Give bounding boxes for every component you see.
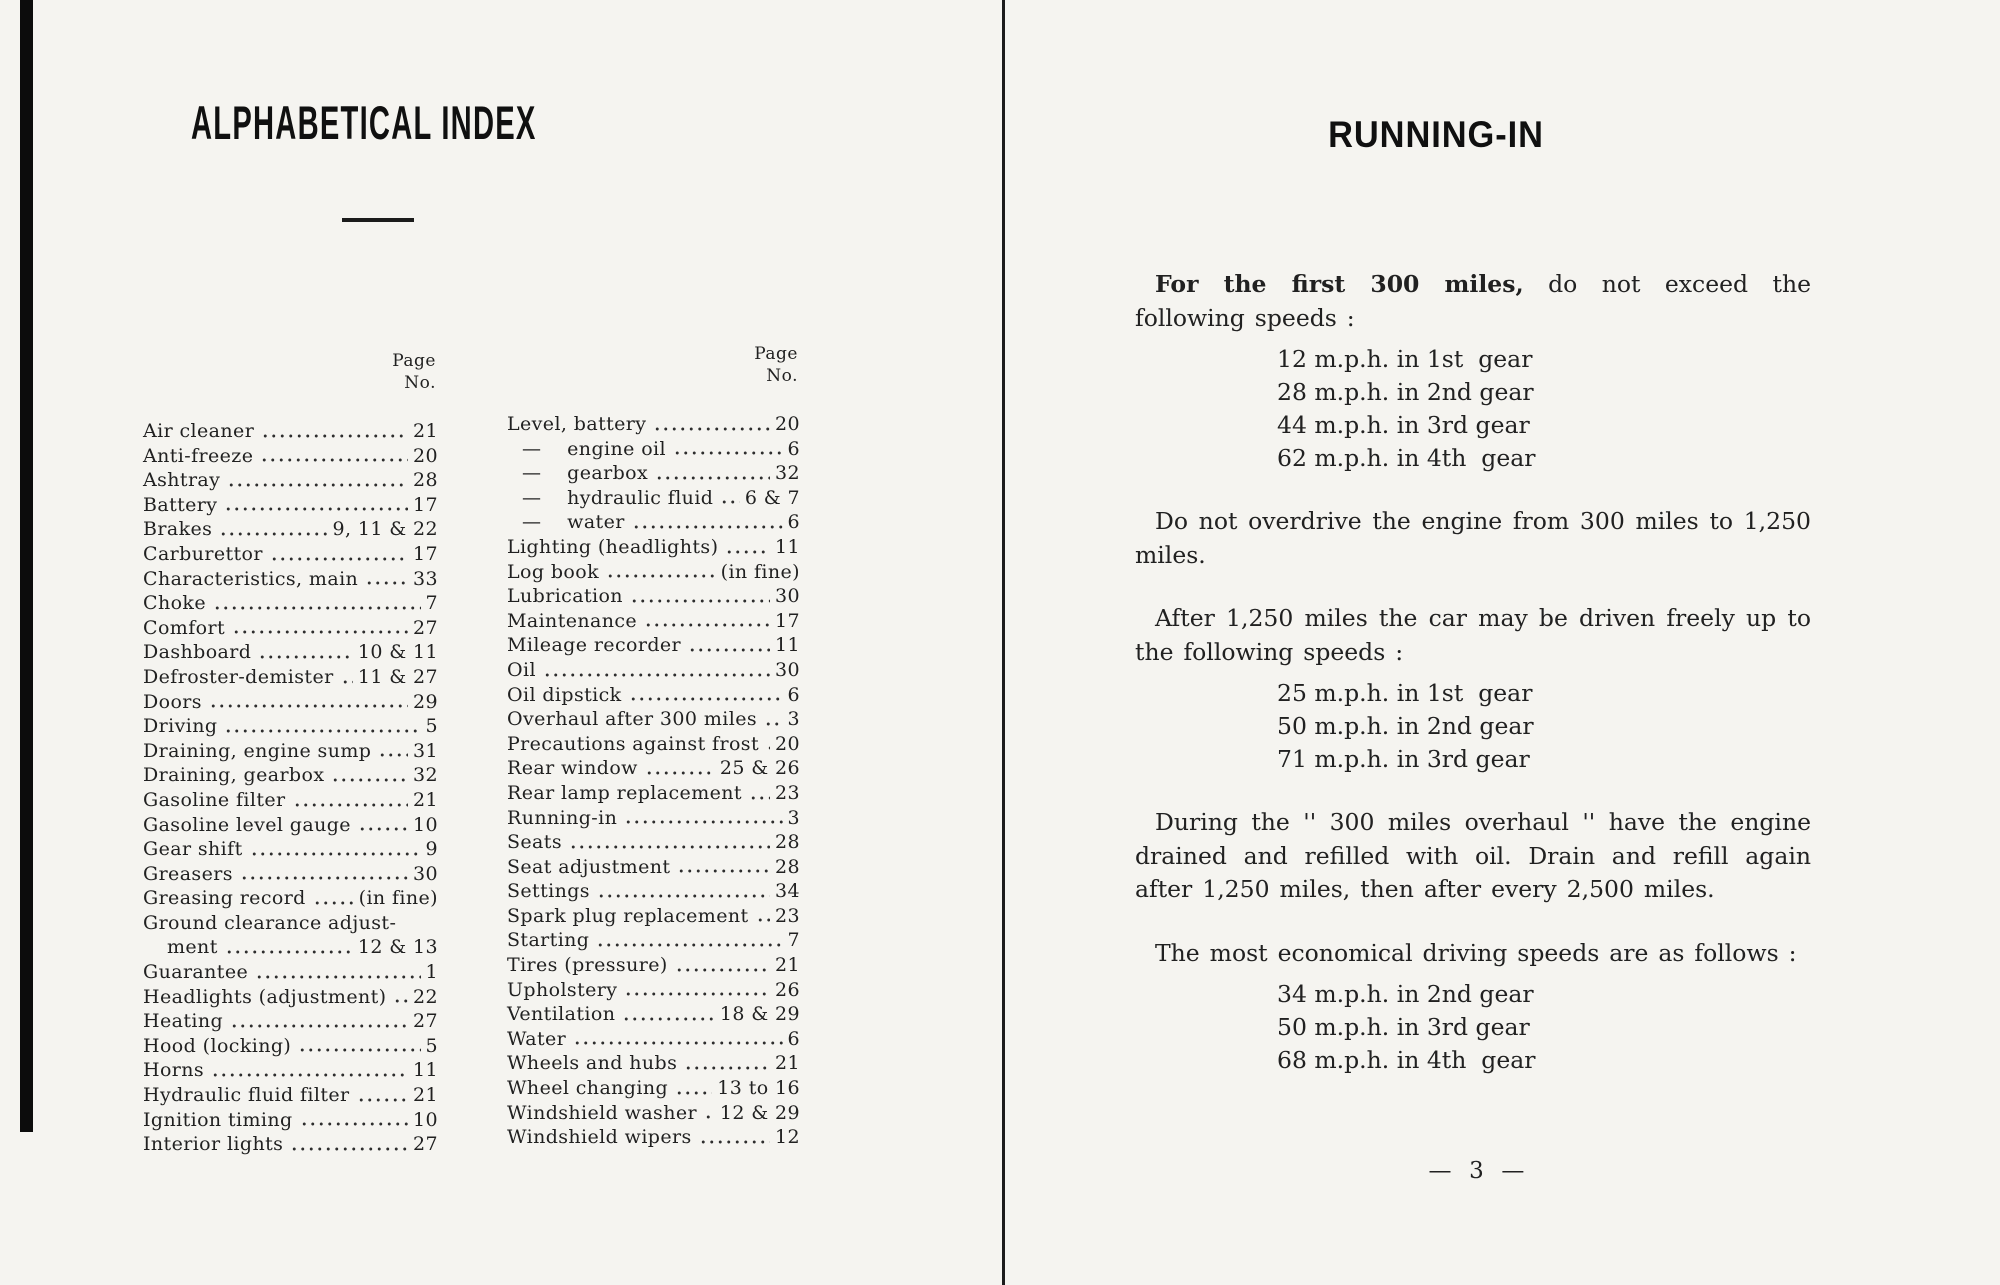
entry-label: Ventilation xyxy=(507,1003,616,1026)
entry-page-number: 17 xyxy=(413,493,438,516)
index-entry xyxy=(507,609,800,634)
index-entry xyxy=(143,493,438,518)
dot-leader xyxy=(720,498,739,506)
index-entry xyxy=(143,763,438,788)
index-entry xyxy=(507,756,800,781)
entry-label: Ignition timing xyxy=(143,1108,293,1131)
index-entry xyxy=(507,1051,800,1076)
index-entry xyxy=(143,690,438,715)
entry-page-number: 9, 11 & 22 xyxy=(332,518,438,541)
index-column-1 xyxy=(143,350,438,1157)
entry-page-number: 6 xyxy=(787,511,800,534)
index-entry xyxy=(143,714,438,739)
entry-page-number: 20 xyxy=(413,444,438,467)
index-entry xyxy=(143,1034,438,1059)
dot-leader xyxy=(675,1089,712,1097)
entry-label: Battery xyxy=(143,493,218,516)
dot-leader xyxy=(655,474,770,482)
entry-page-number: 30 xyxy=(775,658,800,681)
body-text: do not exceed the following speeds : xyxy=(1135,270,1812,332)
page-no-header-line2: No. xyxy=(766,366,798,386)
entry-page-number: 21 xyxy=(775,954,800,977)
dot-leader xyxy=(258,653,353,661)
entry-label: Windshield washer xyxy=(507,1101,697,1124)
dot-leader xyxy=(606,572,716,580)
entry-label: — water xyxy=(522,511,625,534)
entry-page-number: 10 & 11 xyxy=(357,641,438,664)
entry-label: Gear shift xyxy=(143,838,243,861)
index-entry xyxy=(507,437,800,462)
entry-label: Maintenance xyxy=(507,609,638,632)
entry-page-number: 6 xyxy=(787,1027,800,1050)
title-rule xyxy=(342,218,414,222)
entry-page-number: 29 xyxy=(413,690,438,713)
speed-item: 50 m.p.h. in 3rd gear xyxy=(1277,1013,1530,1041)
entry-page-number: 20 xyxy=(775,413,800,435)
entry-page-number: 21 xyxy=(413,420,438,442)
page-divider-line xyxy=(1002,0,1005,1285)
body-text: During the '' 300 miles overhaul '' have the engine drained and refilled with oil. Drain and refill again after 1,250 miles, then after every 2,500 miles. xyxy=(1135,808,1811,903)
speed-list xyxy=(1277,343,1811,475)
entry-page-number: 3 xyxy=(787,708,800,731)
index-entry xyxy=(143,788,438,813)
entry-label: Seats xyxy=(507,831,562,854)
index-entry xyxy=(507,855,800,880)
index-entry xyxy=(507,732,800,757)
entry-page-number: 5 xyxy=(425,715,438,738)
dot-leader xyxy=(573,1039,782,1047)
entry-page-number: 11 xyxy=(775,535,800,558)
entry-page-number: 1 xyxy=(425,961,438,984)
entry-page-number: 30 xyxy=(413,862,438,885)
index-entry xyxy=(507,535,800,560)
entry-page-number: 9 xyxy=(425,838,438,861)
entry-page-number: 11 & 27 xyxy=(357,665,438,688)
speed-item: 50 m.p.h. in 2nd gear xyxy=(1277,712,1534,740)
running-in-body xyxy=(1135,268,1811,1077)
index-entry xyxy=(143,1132,438,1157)
entry-label: Lighting (headlights) xyxy=(507,535,719,558)
dot-leader xyxy=(232,628,408,636)
speed-item: 71 m.p.h. in 3rd gear xyxy=(1277,745,1530,773)
entry-label: Rear window xyxy=(507,757,638,780)
index-entry xyxy=(507,781,800,806)
index-entry xyxy=(143,862,438,887)
dot-leader xyxy=(596,941,782,949)
entry-page-number: 27 xyxy=(413,616,438,639)
entry-page-number: 3 xyxy=(787,806,800,829)
index-entry xyxy=(143,960,438,985)
index-entry xyxy=(143,591,438,616)
entry-page-number: 23 xyxy=(775,904,800,927)
entry-page-number: 18 & 29 xyxy=(719,1003,800,1026)
entry-page-number: 21 xyxy=(413,788,438,811)
dot-leader xyxy=(365,579,408,587)
dot-leader xyxy=(209,702,408,710)
index-entry xyxy=(507,953,800,978)
entry-label: Anti-freeze xyxy=(143,444,254,467)
entry-label: Air cleaner xyxy=(143,420,255,442)
paragraph xyxy=(1135,937,1811,971)
entry-label: Dashboard xyxy=(143,641,252,664)
dot-leader xyxy=(270,555,408,563)
dot-leader xyxy=(293,801,408,809)
dot-leader xyxy=(622,1015,714,1023)
entry-label: Heating xyxy=(143,1010,224,1033)
index-entry xyxy=(507,904,800,929)
index-entry xyxy=(143,886,438,911)
entry-page-number: 27 xyxy=(413,1010,438,1033)
dot-leader xyxy=(749,794,770,802)
dot-leader xyxy=(629,695,783,703)
dot-leader xyxy=(331,776,408,784)
index-entry xyxy=(507,1125,800,1150)
dot-leader xyxy=(213,604,421,612)
index-entry xyxy=(143,517,438,542)
speed-item: 25 m.p.h. in 1st gear xyxy=(1277,679,1533,707)
dot-leader xyxy=(393,997,408,1005)
entry-label: Water xyxy=(507,1027,567,1050)
paragraph xyxy=(1135,806,1811,907)
dot-leader xyxy=(597,892,770,900)
entry-label: Oil xyxy=(507,658,536,681)
dot-leader xyxy=(255,973,420,981)
entry-page-number: 7 xyxy=(425,592,438,615)
entry-page-number: (in fine) xyxy=(358,887,438,910)
entry-page-number: 17 xyxy=(775,609,800,632)
entry-label: Doors xyxy=(143,690,202,713)
bold-text: For the first 300 miles, xyxy=(1155,270,1524,298)
dot-leader xyxy=(645,769,715,777)
dot-leader xyxy=(725,548,770,556)
entry-label: — gearbox xyxy=(522,462,649,485)
entry-label: Rear lamp replacement xyxy=(507,781,742,804)
dot-leader xyxy=(225,948,353,956)
entry-page-number: 6 xyxy=(787,683,800,706)
dot-leader xyxy=(290,1145,408,1153)
page-no-header xyxy=(143,350,438,394)
page-number: — 3 — xyxy=(1428,1158,1526,1184)
speed-item: 28 m.p.h. in 2nd gear xyxy=(1277,378,1534,406)
entry-label: Hood (locking) xyxy=(143,1034,292,1057)
index-entry xyxy=(507,1002,800,1027)
entry-label: Defroster-demister xyxy=(143,665,334,688)
index-entry xyxy=(143,1108,438,1133)
entry-label: Seat adjustment xyxy=(507,855,671,878)
entry-label: Wheels and hubs xyxy=(507,1052,678,1075)
index-entry xyxy=(507,658,800,683)
page-no-header xyxy=(507,343,800,387)
dot-leader xyxy=(644,621,770,629)
entry-page-number: 12 xyxy=(775,1126,800,1149)
entry-page-number: 11 xyxy=(413,1059,438,1082)
entry-label: Draining, engine sump xyxy=(143,739,372,762)
dot-leader xyxy=(756,916,770,924)
dot-leader xyxy=(224,727,420,735)
dot-leader xyxy=(677,867,770,875)
paragraph xyxy=(1135,602,1811,669)
entry-page-number: 22 xyxy=(413,985,438,1008)
body-text: The most economical driving speeds are as follows : xyxy=(1155,938,1797,967)
body-text: After 1,250 miles the car may be driven freely up to the following speeds : xyxy=(1135,604,1811,666)
dot-leader xyxy=(632,523,783,531)
speed-list xyxy=(1277,978,1811,1077)
entry-page-number: 12 & 13 xyxy=(357,936,438,959)
dot-leader xyxy=(766,744,770,752)
index-entry xyxy=(143,985,438,1010)
entry-label: Comfort xyxy=(143,616,225,639)
index-entry xyxy=(507,1076,800,1101)
scan-edge-bar xyxy=(20,0,33,1132)
index-entries-1 xyxy=(143,419,438,1157)
entry-label: Choke xyxy=(143,592,206,615)
entry-page-number: 17 xyxy=(413,542,438,565)
entry-page-number: 20 xyxy=(775,732,800,755)
page-no-header-line1: Page xyxy=(754,344,798,364)
index-entry xyxy=(143,665,438,690)
dot-leader xyxy=(357,1096,408,1104)
entry-label: Draining, gearbox xyxy=(143,764,325,787)
entry-page-number: 6 xyxy=(787,437,800,460)
entry-page-number: 13 to 16 xyxy=(717,1077,800,1100)
index-entry xyxy=(507,486,800,511)
entry-label: Ashtray xyxy=(143,469,221,492)
entry-label: Greasers xyxy=(143,862,233,885)
entry-label: — engine oil xyxy=(522,437,666,460)
dot-leader xyxy=(653,425,770,433)
entry-page-number: 32 xyxy=(775,462,800,485)
dot-leader xyxy=(543,671,770,679)
index-entry xyxy=(143,1058,438,1083)
entry-label: Lubrication xyxy=(507,585,623,608)
entry-page-number: 7 xyxy=(787,929,800,952)
index-entry xyxy=(507,978,800,1003)
speed-item: 12 m.p.h. in 1st gear xyxy=(1277,345,1533,373)
entry-page-number: 6 & 7 xyxy=(744,486,800,509)
index-entry xyxy=(507,806,800,831)
speed-item: 34 m.p.h. in 2nd gear xyxy=(1277,980,1534,1008)
dot-leader xyxy=(624,990,770,998)
entry-label: Ground clearance adjust- xyxy=(143,911,397,934)
entry-page-number: 28 xyxy=(775,855,800,878)
index-entry xyxy=(507,1101,800,1126)
dot-leader xyxy=(675,966,770,974)
alphabetical-index-title: ALPHABETICAL INDEX xyxy=(191,96,537,149)
entry-page-number: 31 xyxy=(413,739,438,762)
entry-label: Characteristics, main xyxy=(143,567,359,590)
dot-leader xyxy=(240,874,408,882)
index-entry xyxy=(143,837,438,862)
index-entry xyxy=(143,739,438,764)
index-entry xyxy=(507,830,800,855)
entry-label: Tires (pressure) xyxy=(507,954,668,977)
entry-page-number: (in fine) xyxy=(720,560,800,583)
index-entry xyxy=(507,633,800,658)
page-no-header-line1: Page xyxy=(392,351,436,371)
paragraph xyxy=(1135,505,1811,572)
entry-label: Overhaul after 300 miles xyxy=(507,708,757,731)
entry-label: Headlights (adjustment) xyxy=(143,985,387,1008)
dot-leader xyxy=(250,850,421,858)
dot-leader xyxy=(260,456,408,464)
dot-leader xyxy=(219,530,327,538)
dot-leader xyxy=(569,843,770,851)
entry-label: Horns xyxy=(143,1059,205,1082)
dot-leader xyxy=(764,720,783,728)
entry-page-number: 25 & 26 xyxy=(719,757,800,780)
entry-page-number: 28 xyxy=(413,469,438,492)
dot-leader xyxy=(673,449,783,457)
entry-page-number: 34 xyxy=(775,880,800,903)
dot-leader xyxy=(224,505,408,513)
index-entry xyxy=(143,542,438,567)
index-entry xyxy=(507,683,800,708)
entry-page-number: 10 xyxy=(413,813,438,836)
body-text: Do not overdrive the engine from 300 miles to 1,250 miles. xyxy=(1135,507,1811,569)
dot-leader xyxy=(684,1064,770,1072)
dot-leader xyxy=(358,825,408,833)
entry-label: Guarantee xyxy=(143,961,249,984)
speed-item: 62 m.p.h. in 4th gear xyxy=(1277,444,1536,472)
index-entry xyxy=(507,510,800,535)
index-entry xyxy=(143,640,438,665)
speed-item: 68 m.p.h. in 4th gear xyxy=(1277,1046,1536,1074)
dot-leader xyxy=(300,1120,408,1128)
entry-page-number: 10 xyxy=(413,1108,438,1131)
dot-leader xyxy=(378,751,408,759)
entry-label: Upholstery xyxy=(507,978,618,1001)
entry-label: Log book xyxy=(507,560,600,583)
entry-label: — hydraulic fluid xyxy=(522,486,714,509)
entry-label: Gasoline filter xyxy=(143,788,286,811)
dot-leader xyxy=(261,432,408,440)
dot-leader xyxy=(341,678,353,686)
entry-label: Level, battery xyxy=(507,413,647,435)
entry-label: Starting xyxy=(507,929,590,952)
entry-label: Spark plug replacement xyxy=(507,904,749,927)
index-entry xyxy=(507,412,800,437)
dot-leader xyxy=(688,646,770,654)
entry-label: Driving xyxy=(143,715,218,738)
entry-page-number: 5 xyxy=(425,1034,438,1057)
running-in-title: RUNNING-IN xyxy=(1328,114,1544,155)
entry-page-number: 32 xyxy=(413,764,438,787)
entry-page-number: 28 xyxy=(775,831,800,854)
index-column-2 xyxy=(507,343,800,1150)
index-entry xyxy=(507,928,800,953)
dot-leader xyxy=(630,597,770,605)
index-entry xyxy=(143,813,438,838)
entry-label: Gasoline level gauge xyxy=(143,813,351,836)
index-entry xyxy=(143,444,438,469)
dot-leader xyxy=(313,899,354,907)
index-entry xyxy=(507,879,800,904)
entry-page-number: 26 xyxy=(775,978,800,1001)
entry-label: Running-in xyxy=(507,806,618,829)
entry-label: Brakes xyxy=(143,518,213,541)
dot-leader xyxy=(211,1071,408,1079)
entry-page-number: 21 xyxy=(413,1084,438,1107)
paragraph xyxy=(1135,268,1811,335)
index-entry xyxy=(143,1083,438,1108)
entry-label: Hydraulic fluid filter xyxy=(143,1084,350,1107)
index-entry xyxy=(507,584,800,609)
index-entry xyxy=(507,461,800,486)
entry-label: Settings xyxy=(507,880,590,903)
entry-page-number: 11 xyxy=(775,634,800,657)
dot-leader xyxy=(699,1138,770,1146)
index-entry xyxy=(507,707,800,732)
speed-item: 44 m.p.h. in 3rd gear xyxy=(1277,411,1530,439)
dot-leader xyxy=(230,1022,408,1030)
dot-leader xyxy=(298,1046,420,1054)
index-entry xyxy=(143,1009,438,1034)
entry-page-number: 12 & 29 xyxy=(719,1101,800,1124)
page-no-header-line2: No. xyxy=(404,373,436,393)
entry-label: Mileage recorder xyxy=(507,634,682,657)
index-entry xyxy=(143,616,438,641)
speed-list xyxy=(1277,677,1811,776)
index-entry xyxy=(143,567,438,592)
dot-leader xyxy=(227,481,408,489)
index-entries-2 xyxy=(507,412,800,1150)
entry-page-number: 21 xyxy=(775,1052,800,1075)
entry-page-number: 30 xyxy=(775,585,800,608)
index-entry xyxy=(507,1027,800,1052)
index-entry xyxy=(143,419,438,444)
entry-page-number: 33 xyxy=(413,567,438,590)
dot-leader xyxy=(704,1113,715,1121)
entry-label: Greasing record xyxy=(143,887,306,910)
entry-page-number: 23 xyxy=(775,781,800,804)
entry-page-number: 27 xyxy=(413,1133,438,1156)
entry-label: Oil dipstick xyxy=(507,683,622,706)
entry-label: Precautions against frost xyxy=(507,732,759,755)
index-entry xyxy=(507,560,800,585)
index-entry xyxy=(143,468,438,493)
entry-label: Wheel changing xyxy=(507,1077,669,1100)
entry-label: ment xyxy=(167,936,218,959)
index-entry xyxy=(143,911,438,936)
index-entry xyxy=(143,935,438,960)
entry-label: Carburettor xyxy=(143,542,263,565)
entry-label: Interior lights xyxy=(143,1133,284,1156)
dot-leader xyxy=(624,818,782,826)
entry-label: Windshield wipers xyxy=(507,1126,692,1149)
